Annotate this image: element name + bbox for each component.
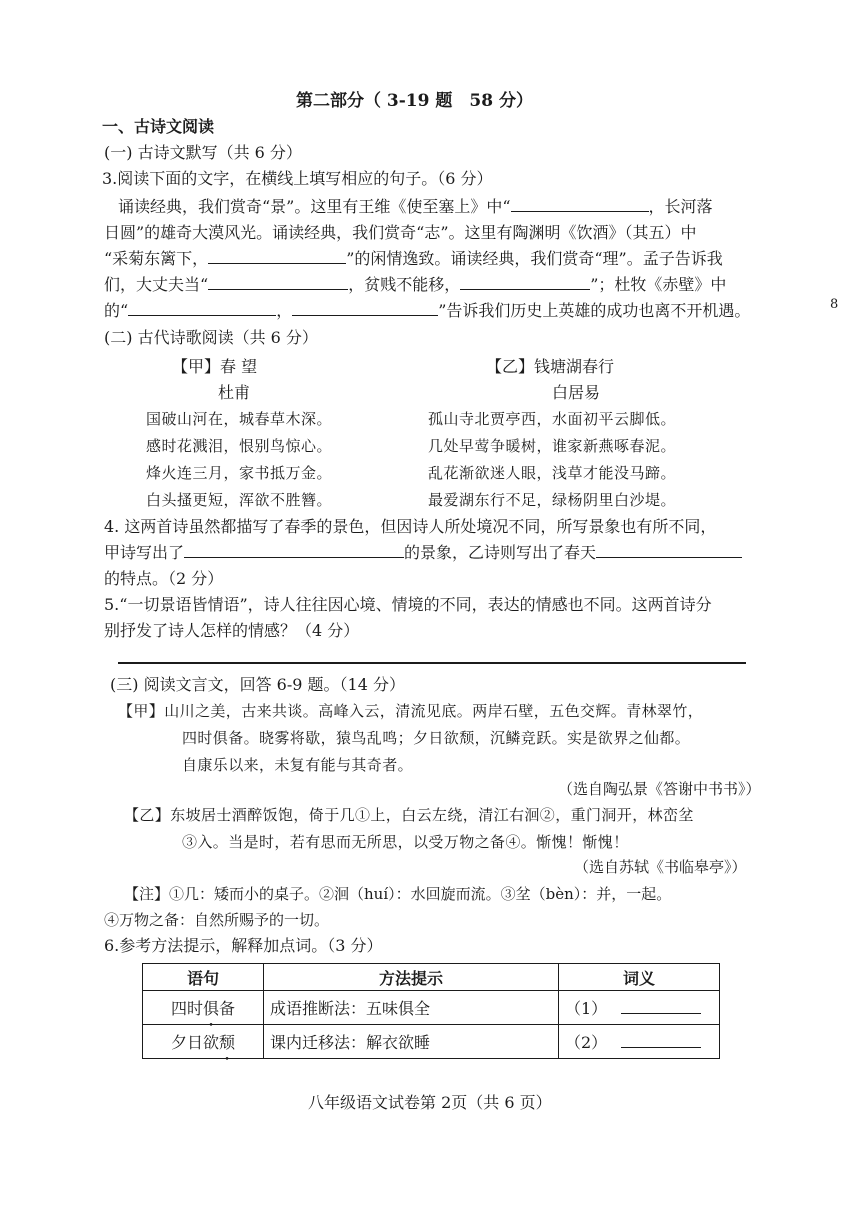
answer-blank[interactable] xyxy=(460,275,590,290)
subsection-title: (三) 阅读文言文，回答 6-9 题。（14 分） xyxy=(110,675,405,694)
part-title: 第二部分（ 3-19 题 58 分） xyxy=(296,91,533,111)
text-a-source: （选自陶弘景《答谢中书书》） xyxy=(558,780,761,798)
subsection-title: (一) 古诗文默写（共 6 分） xyxy=(104,143,302,162)
table-header-row xyxy=(143,964,720,991)
item-number: （2） xyxy=(565,1033,608,1052)
hint-cell: 课内迁移法：解衣欲睡 xyxy=(264,1025,559,1059)
q3-text: ”；杜牧《赤壁》中 xyxy=(590,275,727,294)
text-b-line: 【乙】东坡居士酒醉饭饱，倚于几①上，白云左绕，清江右洄②，重门洞开，林峦坌 xyxy=(124,806,694,824)
poem-line: 感时花溅泪，恨别鸟惊心。 xyxy=(146,437,333,455)
table-row xyxy=(143,991,720,1025)
question-4-line-1: 4. 这两首诗虽然都描写了春季的景色，但因诗人所处境况不同，所写景象也有所不同， xyxy=(104,517,717,536)
question-3-stem: 3.阅读下面的文字，在横线上填写相应的句子。（6 分） xyxy=(102,169,493,188)
q3-text: “采菊东篱下， xyxy=(104,249,209,268)
section-title: 一、古诗文阅读 xyxy=(102,117,215,136)
margin-mark: 8 xyxy=(830,297,839,312)
q3-text: ，长河落 xyxy=(648,197,713,216)
q3-text: 诵读经典，我们赏奇“景”。这里有王维《使至塞上》中“ xyxy=(118,197,511,216)
q3-text: ”告诉我们历史上英雄的成功也离不开机遇。 xyxy=(438,301,751,320)
text-a-line: 四时俱备。晓雾将歇，猿鸟乱鸣；夕日欲颓，沉鳞竞跃。实是欲界之仙都。 xyxy=(182,729,691,747)
poem-a-author: 杜甫 xyxy=(218,383,251,402)
poem-a-title: 【甲】春 望 xyxy=(172,357,258,376)
text-b-source: （选自苏轼《书临皋亭》） xyxy=(574,858,747,876)
q3-text: ”的闲情逸致。诵读经典，我们赏奇“理”。孟子告诉我 xyxy=(346,249,723,268)
meaning-cell xyxy=(559,991,720,1025)
poem-line: 烽火连三月，家书抵万金。 xyxy=(146,464,333,482)
answer-blank[interactable] xyxy=(208,249,346,264)
question-4-line-2 xyxy=(104,542,742,564)
table-row xyxy=(143,1025,720,1059)
question-4-line-3: 的特点。（2 分） xyxy=(104,569,224,588)
answer-blank[interactable] xyxy=(621,1033,701,1048)
poem-line: 孤山寺北贾亭西，水面初平云脚低。 xyxy=(428,410,677,428)
poem-line: 最爱湖东行不足，绿杨阴里白沙堤。 xyxy=(428,491,677,509)
page-footer: 八年级语文试卷第 2页（共 6 页） xyxy=(308,1093,552,1112)
phrase-cell xyxy=(143,991,264,1025)
phrase-text: 四时 xyxy=(170,999,203,1018)
question-3-line-1 xyxy=(118,196,713,218)
poem-line: 白头搔更短，浑欲不胜簪。 xyxy=(146,491,333,509)
poem-b-author: 白居易 xyxy=(552,383,601,402)
column-header: 语句 xyxy=(143,964,264,991)
hint-cell: 成语推断法：五味俱全 xyxy=(264,991,559,1025)
question-3-line-3 xyxy=(104,248,723,270)
answer-blank[interactable] xyxy=(208,275,348,290)
phrase-cell xyxy=(143,1025,264,1059)
answer-line[interactable] xyxy=(118,662,746,664)
q3-text: ， xyxy=(276,301,293,320)
question-5-line-2: 别抒发了诗人怎样的情感？（4 分） xyxy=(104,621,360,640)
answer-blank[interactable] xyxy=(184,543,404,558)
poem-line: 国破山河在，城春草木深。 xyxy=(146,410,333,428)
question-3-line-5 xyxy=(104,300,750,322)
poem-b-title: 【乙】钱塘湖春行 xyxy=(486,357,615,376)
q3-text: 们，大丈夫当“ xyxy=(104,275,209,294)
text-a-line: 【甲】山川之美，古来共谈。高峰入云，清流见底。两岸石壁，五色交辉。青林翠竹， xyxy=(118,702,704,720)
q3-text: 的“ xyxy=(104,301,129,320)
column-header: 方法提示 xyxy=(264,964,559,991)
answer-blank[interactable] xyxy=(292,301,438,316)
question-3-line-2: 日圆”的雄奇大漠风光。诵读经典，我们赏奇“志”。这里有陶渊明《饮酒》（其五）中 xyxy=(104,223,697,242)
dotted-word: 俱 xyxy=(202,999,219,1018)
meaning-cell xyxy=(559,1025,720,1059)
q4-text: 甲诗写出了 xyxy=(104,543,185,562)
item-number: （1） xyxy=(565,999,608,1018)
phrase-text: 备 xyxy=(219,999,236,1018)
text-a-line: 自康乐以来，未复有能与其奇者。 xyxy=(182,756,414,774)
answer-blank[interactable] xyxy=(511,197,649,212)
question-3-line-4 xyxy=(104,274,726,296)
poem-line: 几处早莺争暖树，谁家新燕啄春泥。 xyxy=(428,437,677,455)
notes-line: ④万物之备：自然所赐予的一切。 xyxy=(104,911,330,929)
question-6-stem: 6.参考方法提示，解释加点词。（3 分） xyxy=(104,936,383,955)
q3-text: ，贫贱不能移， xyxy=(348,275,461,294)
answer-blank[interactable] xyxy=(596,543,742,558)
column-header: 词义 xyxy=(559,964,720,991)
phrase-text: 夕日欲 xyxy=(170,1033,219,1052)
reference-table xyxy=(142,963,720,1059)
text-b-line: ③入。当是时，若有思而无所思，以受万物之备④。惭愧！惭愧！ xyxy=(182,833,629,851)
answer-blank[interactable] xyxy=(128,301,276,316)
q4-text: 的景象，乙诗则写出了春天 xyxy=(404,543,597,562)
subsection-title: (二) 古代诗歌阅读（共 6 分） xyxy=(104,328,318,347)
poem-line: 乱花渐欲迷人眼，浅草才能没马蹄。 xyxy=(428,464,677,482)
answer-blank[interactable] xyxy=(621,999,701,1014)
notes-line: 【注】①几：矮而小的桌子。②洄（huí）：水回旋而流。③坌（bèn）：并，一起。 xyxy=(124,885,672,903)
question-5-line-1: 5.“一切景语皆情语”，诗人往往因心境、情境的不同，表达的情感也不同。这两首诗分 xyxy=(104,595,712,614)
dotted-word: 颓 xyxy=(219,1033,236,1052)
